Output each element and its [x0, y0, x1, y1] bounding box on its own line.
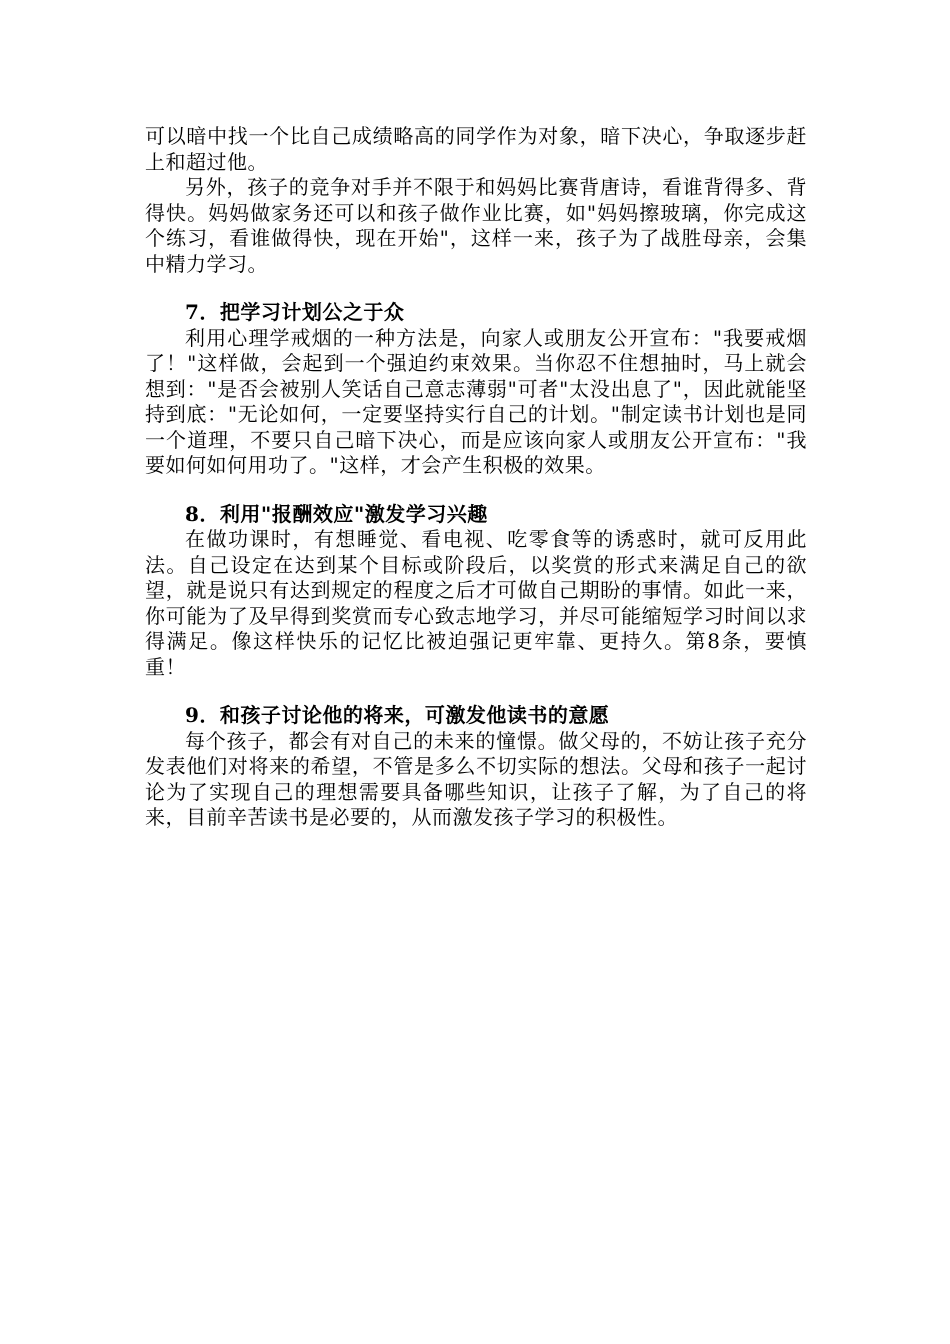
section-heading-9: 9．和孩子讨论他的将来，可激发他读书的意愿: [185, 703, 610, 727]
paragraph-reward-effect: 在做功课时，有想睡觉、看电视、吃零食等的诱惑时，就可反用此法。自己设定在达到某个目标或阶段后，以奖赏的形式来满足自己的欲望，就是说只有达到规定的程度之后才可做自己期盼的事情。如此一来，你可能为了及早得到奖赏而专心致志地学习，并尽可能缩短学习时间以求得满足。像这样快乐的记忆比被迫强记更牢靠、更持久。第8条，要慎重！: [145, 527, 807, 679]
document-page: [145, 124, 807, 831]
paragraph-public-plan: 利用心理学戒烟的一种方法是，向家人或朋友公开宣布："我要戒烟了！"这样做，会起到一个强迫约束效果。当你忍不住想抽时，马上就会想到："是否会被别人笑话自己意志薄弱"可者"太没出息了"，因此就能坚持到底："无论如何，一定要坚持实行自己的计划。"制定读书计划也是同一个道理，不要只自己暗下决心，而是应该向家人或朋友公开宣布："我要如何如何用功了。"这样，才会产生积极的效果。: [145, 325, 807, 477]
paragraph-future-discussion: 每个孩子，都会有对自己的未来的憧憬。做父母的，不妨让孩子充分发表他们对将来的希望，不管是多么不切实际的想法。父母和孩子一起讨论为了实现自己的理想需要具备哪些知识，让孩子了解，为了自己的将来，目前辛苦读书是必要的，从而激发孩子学习的积极性。: [145, 728, 807, 829]
paragraph-continuation: 可以暗中找一个比自己成绩略高的同学作为对象，暗下决心，争取逐步赶上和超过他。: [145, 124, 807, 174]
section-heading-7: 7．把学习计划公之于众: [185, 300, 405, 324]
section-heading-8: 8．利用"报酬效应"激发学习兴趣: [185, 501, 488, 526]
paragraph-competition: 另外，孩子的竞争对手并不限于和妈妈比赛背唐诗，看谁背得多、背得快。妈妈做家务还可以和孩子做作业比赛，如"妈妈擦玻璃，你完成这个练习，看谁做得快，现在开始"，这样一来，孩子为了战胜母亲，会集中精力学习。: [145, 175, 807, 276]
